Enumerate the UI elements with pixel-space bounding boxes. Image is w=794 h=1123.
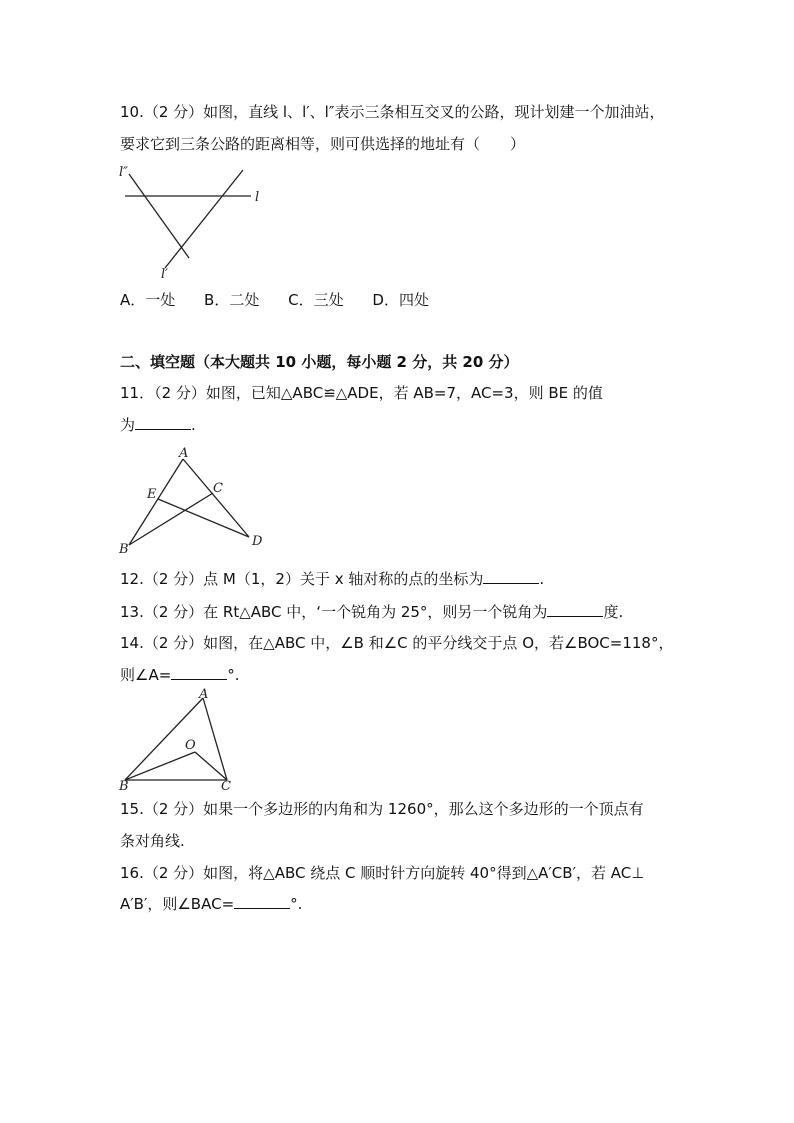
- bisector-co: [195, 752, 227, 780]
- q15-text-line1: 15.（2 分）如果一个多边形的内角和为 1260°，那么这个多边形的一个顶点有: [120, 800, 644, 818]
- option-a[interactable]: A．一处: [120, 291, 176, 309]
- label-b: B: [119, 779, 129, 792]
- label-a: A: [199, 688, 209, 702]
- segment-ac: [203, 698, 227, 780]
- q11-suffix: .: [191, 416, 196, 434]
- label-e: E: [147, 487, 157, 502]
- line-l1: [165, 170, 243, 268]
- segment-ad: [183, 459, 249, 537]
- q11-prefix: 为: [120, 416, 136, 434]
- q12-prefix: 12.（2 分）点 M（1，2）关于 x 轴对称的点的坐标为: [120, 570, 484, 588]
- q14-figure: [115, 688, 245, 796]
- label-a: A: [179, 446, 189, 461]
- segment-bc: [129, 493, 213, 545]
- line-l2: [129, 174, 189, 258]
- q16-prefix: A′B′，则∠BAC=: [120, 895, 235, 913]
- label-b: B: [119, 542, 129, 557]
- q13-suffix: 度.: [603, 603, 624, 621]
- label-l: l: [255, 190, 260, 205]
- q10-options: [120, 290, 453, 310]
- section-title: 二、填空题（本大题共 10 小题，每小题 2 分，共 20 分）: [120, 353, 519, 371]
- label-c: C: [213, 481, 223, 496]
- q16-text-line1: 16.（2 分）如图，将△ABC 绕点 C 顺时针方向旋转 40°得到△A′CB′，若 AC⊥: [120, 864, 645, 882]
- option-d[interactable]: D．四处: [372, 291, 429, 309]
- q10-text-line2: 要求它到三条公路的距离相等，则可供选择的地址有（ ）: [120, 135, 526, 153]
- label-c: C: [221, 779, 231, 792]
- q14-suffix: °.: [227, 666, 240, 684]
- label-l1: l′: [161, 267, 169, 282]
- q10-figure: [115, 160, 265, 286]
- q11-answer-blank[interactable]: [135, 415, 191, 430]
- label-l2: l″: [119, 165, 129, 180]
- q16-answer-blank[interactable]: [234, 894, 290, 909]
- q10-text-line1: 10.（2 分）如图，直线 l、l′、l″表示三条相互交叉的公路，现计划建一个加油站，: [120, 103, 665, 121]
- option-b[interactable]: B．二处: [204, 291, 260, 309]
- q14-text-line1: 14.（2 分）如图，在△ABC 中，∠B 和∠C 的平分线交于点 O，若∠BOC=118°，: [120, 634, 674, 652]
- q11-text-line2: [120, 415, 196, 435]
- q16-text-line2: [120, 894, 302, 914]
- q14-text-line2: [120, 665, 240, 685]
- q12-text: [120, 569, 544, 589]
- bisector-bo: [125, 752, 195, 780]
- q14-prefix: 则∠A=: [120, 666, 172, 684]
- q14-answer-blank[interactable]: [171, 665, 227, 680]
- segment-ab: [129, 459, 183, 545]
- q13-prefix: 13.（2 分）在 Rt△ABC 中，‘一个锐角为 25°，则另一个锐角为: [120, 603, 548, 621]
- option-c[interactable]: C．三处: [288, 291, 344, 309]
- q13-text: [120, 602, 623, 622]
- q13-answer-blank[interactable]: [547, 602, 603, 617]
- q16-suffix: °.: [290, 895, 303, 913]
- label-o: O: [185, 738, 196, 753]
- q11-figure: [115, 445, 275, 561]
- label-d: D: [252, 534, 263, 549]
- q12-suffix: .: [539, 570, 545, 588]
- q12-answer-blank[interactable]: [483, 569, 539, 584]
- q15-text-line2: 条对角线.: [120, 832, 185, 850]
- q11-text-line1: 11．（2 分）如图，已知△ABC≌△ADE，若 AB=7，AC=3，则 BE 的值: [120, 384, 603, 402]
